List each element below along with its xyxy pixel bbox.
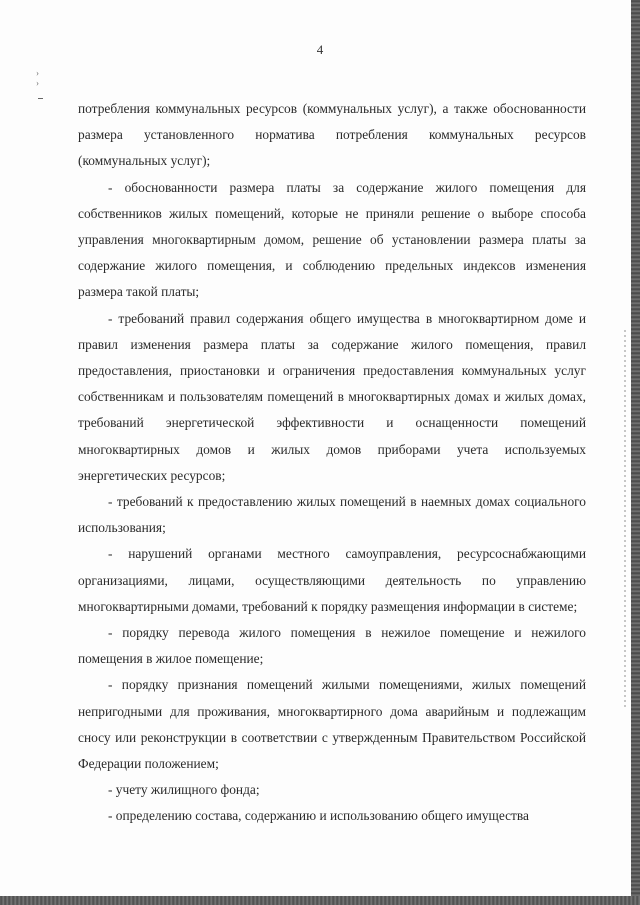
margin-mark: › › [36, 68, 39, 88]
scan-artifact [624, 330, 626, 710]
paragraph-continuation: потребления коммунальных ресурсов (коммунальных услуг), а также обоснованности размера установленного норматива потребления коммунальных ресурсов (коммунальных услуг); [78, 101, 586, 169]
scan-edge-bottom [0, 896, 640, 905]
paragraph-maintenance-rules: - требований правил содержания общего имущества в многоквартирном доме и правил изменения размера платы за содержание жилого помещения, правил предоставления, приостановки и ограничения предоставления коммунальных услуг собственникам и пользователям помещений в многоквартирных домах и жилых домах, требований энергетической эффективности и оснащенности помещений многоквартирных домов и жилых домов приборами учета используемых энергетических ресурсов; [78, 310, 586, 483]
page-number: 4 [316, 42, 324, 57]
paragraph-premises-recognition: - порядку признания помещений жилыми помещениями, жилых помещений непригодными для проживания, многоквартирного дома аварийным и подлежащим сносу или реконструкции в соответствии с утвержденным Правительством Российской Федерации положением; [78, 677, 586, 772]
margin-dash [38, 98, 43, 99]
paragraph-premises-conversion: - порядку перевода жилого помещения в нежилое помещение и нежилого помещения в жилое помещение; [78, 625, 586, 667]
paragraph-information-disclosure: - нарушений органами местного самоуправления, ресурсоснабжающими организациями, лицами, осуществляющими деятельность по управлению многоквартирными домами, требований к порядку размещения информации в системе; [78, 546, 586, 614]
paragraph-common-property: - определению состава, содержанию и использованию общего имущества [108, 808, 529, 824]
scan-edge-right [631, 0, 640, 905]
paragraph-social-housing: - требований к предоставлению жилых помещений в наемных домах социального использования; [78, 494, 586, 536]
body-text [78, 96, 586, 830]
paragraph-fee-justification: - обоснованности размера платы за содержание жилого помещения для собственников жилых помещений, которые не приняли решение о выборе способа управления многоквартирным домом, решение об установлении размера платы за содержание жилого помещения, и соблюдению предельных индексов изменения размера такой платы; [78, 179, 586, 300]
paragraph-housing-registry: - учету жилищного фонда; [108, 782, 260, 798]
